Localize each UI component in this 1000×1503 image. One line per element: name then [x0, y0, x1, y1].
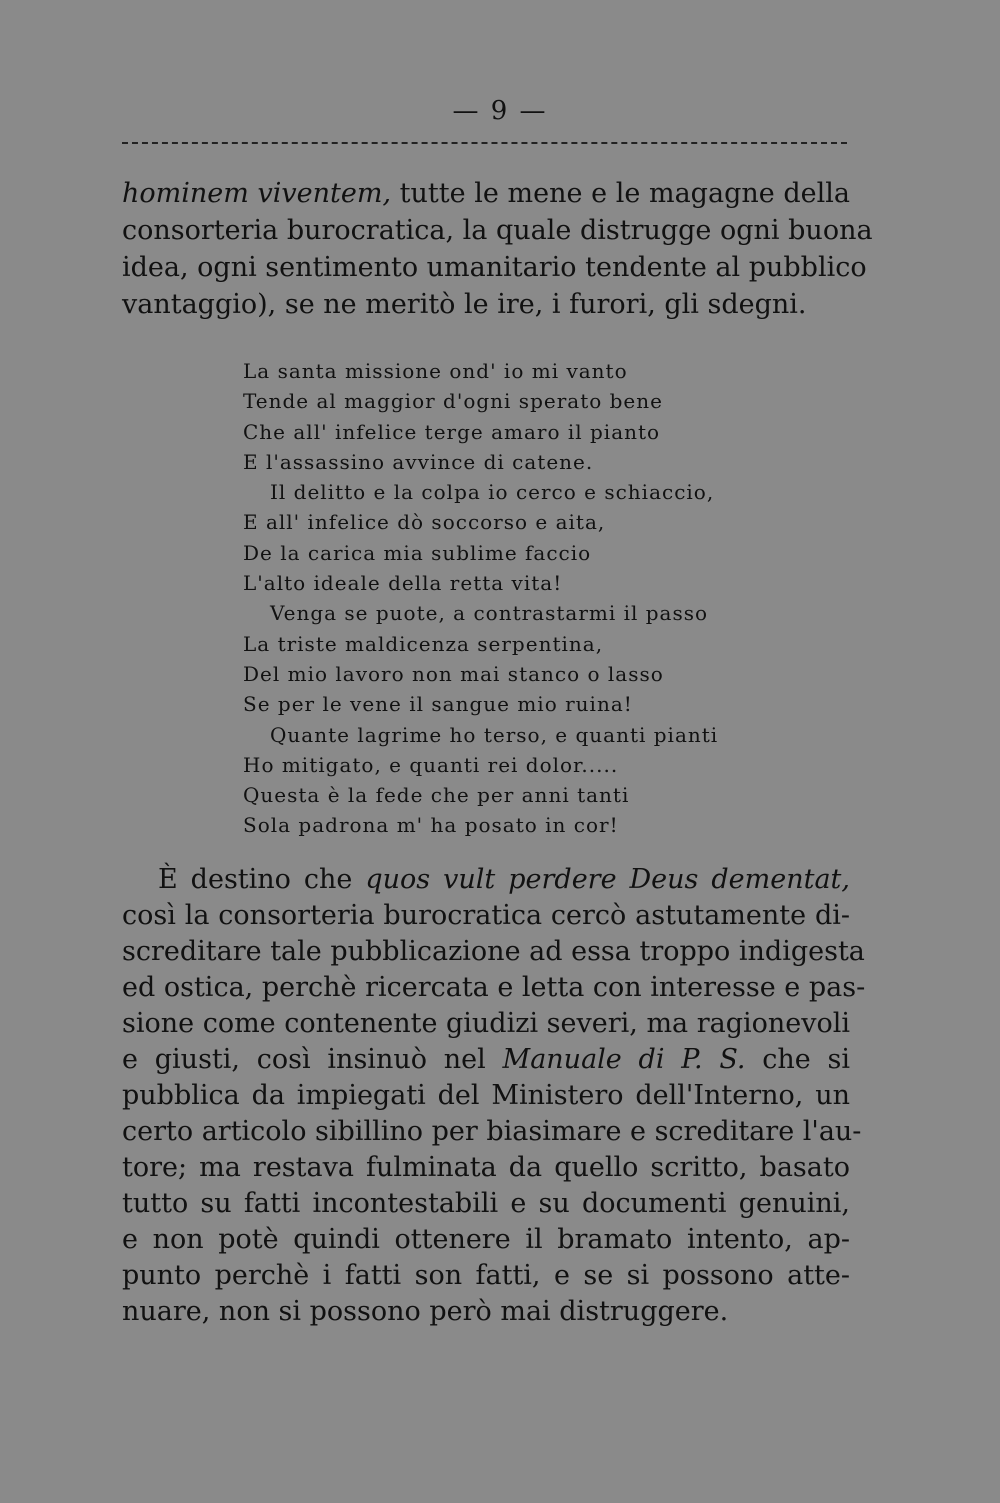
main-line: sione come contenente giudizi severi, ma ragionevoli	[122, 1008, 851, 1039]
header-rule	[122, 142, 847, 144]
manual-title: Manuale di P. S.	[502, 1044, 746, 1075]
poem-verse: Ho mitigato, e quanti rei dolor.....	[243, 752, 619, 777]
poem	[243, 356, 783, 841]
main-line: pubblica da impiegati del Ministero dell'Interno, un	[122, 1080, 850, 1111]
main-paragraph	[122, 862, 866, 1330]
intro-line: hominem viventem, tutte le mene e le magagne della	[122, 178, 850, 209]
poem-verse: La triste maldicenza serpentina,	[243, 631, 604, 656]
poem-verse: De la carica mia sublime faccio	[243, 540, 592, 565]
main-line: tore; ma restava fulminata da quello scritto, basato	[122, 1152, 850, 1183]
main-line: punto perchè i fatti son fatti, e se si possono atte-	[122, 1260, 850, 1291]
poem-verse: Se per le vene il sangue mio ruina!	[243, 692, 633, 717]
latin-phrase: hominem viventem,	[122, 178, 392, 209]
poem-verse: Questa è la fede che per anni tanti	[243, 783, 630, 808]
page-number: — 9 —	[452, 96, 548, 126]
poem-verse: Sola padrona m' ha posato in cor!	[243, 813, 619, 838]
intro-paragraph	[122, 175, 873, 323]
poem-verse: Tende al maggior d'ogni sperato bene	[243, 389, 663, 414]
intro-line: idea, ogni sentimento umanitario tendente al pubblico	[122, 252, 867, 283]
main-line: ed ostica, perchè ricercata e letta con interesse e pas-	[122, 972, 866, 1003]
main-line: e giusti, così insinuò nel Manuale di P. S. che si	[122, 1044, 850, 1075]
main-line: e non potè quindi ottenere il bramato intento, ap-	[122, 1224, 850, 1255]
poem-verse: L'alto ideale della retta vita!	[243, 571, 563, 596]
latin-quote: quos vult perdere Deus dementat,	[365, 864, 850, 895]
poem-verse: E l'assassino avvince di catene.	[243, 449, 594, 474]
poem-verse: Che all' infelice terge amaro il pianto	[243, 419, 661, 444]
poem-verse: Il delitto e la colpa io cerco e schiaccio,	[270, 480, 715, 505]
main-line: così la consorteria burocratica cercò astutamente di-	[122, 900, 850, 931]
intro-line: vantaggio), se ne meritò le ire, i furori, gli sdegni.	[122, 289, 807, 320]
poem-verse: Venga se puote, a contrastarmi il passo	[270, 601, 709, 626]
main-line: certo articolo sibillino per biasimare e screditare l'au-	[122, 1116, 862, 1147]
poem-verse: Quante lagrime ho terso, e quanti pianti	[270, 722, 719, 747]
intro-line: consorteria burocratica, la quale distrugge ogni buona	[122, 215, 873, 246]
main-line: nuare, non si possono però mai distruggere.	[122, 1296, 729, 1327]
main-line: screditare tale pubblicazione ad essa troppo indigesta	[122, 936, 865, 967]
main-line: È destino che quos vult perdere Deus dementat,	[158, 864, 850, 895]
main-line: tutto su fatti incontestabili e su documenti genuini,	[122, 1188, 850, 1219]
poem-verse: E all' infelice dò soccorso e aita,	[243, 510, 606, 535]
poem-verse: Del mio lavoro non mai stanco o lasso	[243, 661, 664, 686]
poem-verse: La santa missione ond' io mi vanto	[243, 359, 628, 383]
